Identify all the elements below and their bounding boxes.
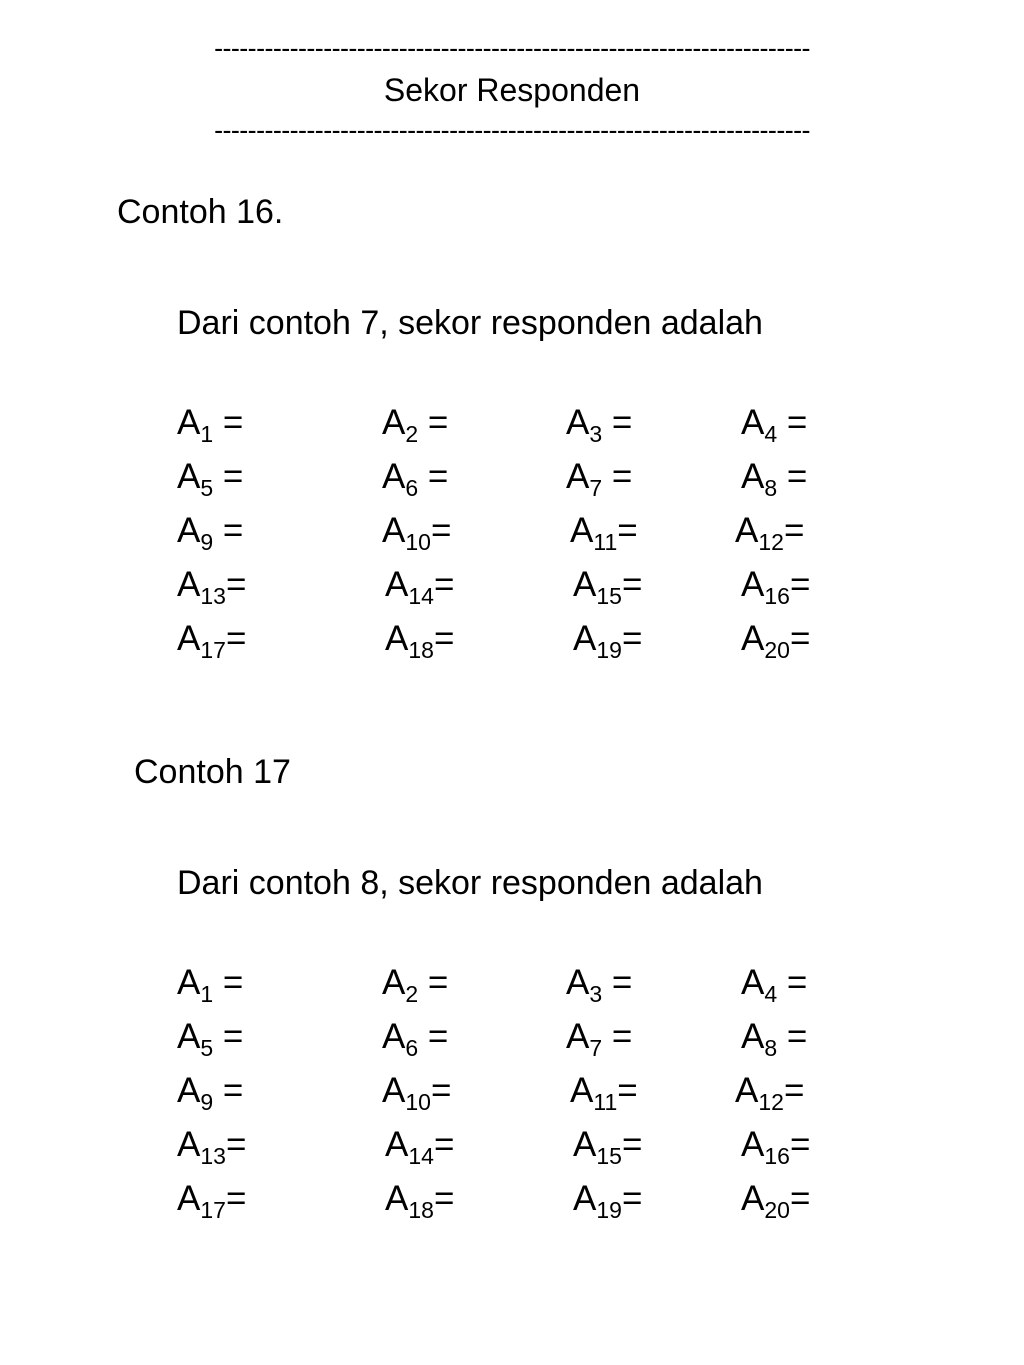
score-label: A [382, 963, 406, 1002]
score-cell [570, 1071, 638, 1115]
score-subscript: 4 [764, 981, 778, 1007]
score-label: A [741, 403, 765, 442]
score-cell [573, 1179, 643, 1223]
score-equals: = [225, 1179, 247, 1218]
score-subscript: 16 [764, 583, 790, 609]
score-label: A [382, 457, 406, 496]
score-cell [177, 963, 244, 1007]
score-equals: = [225, 565, 247, 604]
score-equals: = [418, 1017, 449, 1056]
score-subscript: 5 [200, 1035, 214, 1061]
score-label: A [385, 1125, 409, 1164]
score-equals: = [777, 963, 808, 1002]
score-subscript: 3 [589, 981, 603, 1007]
score-label: A [741, 565, 765, 604]
score-subscript: 12 [758, 1089, 784, 1115]
score-subscript: 12 [758, 529, 784, 555]
score-equals: = [789, 1125, 811, 1164]
score-subscript: 13 [200, 1143, 226, 1169]
score-subscript: 18 [408, 1197, 434, 1223]
score-label: A [177, 619, 201, 658]
score-equals: = [433, 1179, 455, 1218]
score-cell [573, 619, 643, 663]
score-cell [177, 1125, 247, 1169]
score-label: A [177, 1179, 201, 1218]
score-cell [566, 403, 633, 447]
score-subscript: 5 [200, 475, 214, 501]
score-cell [741, 403, 808, 447]
score-cell [177, 1017, 244, 1061]
score-label: A [385, 619, 409, 658]
score-subscript: 2 [405, 981, 419, 1007]
score-label: A [177, 457, 201, 496]
score-equals: = [433, 565, 455, 604]
score-cell [741, 963, 808, 1007]
score-subscript: 13 [200, 583, 226, 609]
score-label: A [573, 565, 597, 604]
score-equals: = [602, 457, 633, 496]
score-subscript: 8 [764, 475, 778, 501]
score-cell [385, 565, 455, 609]
score-cell [741, 1179, 811, 1223]
score-cell [382, 403, 449, 447]
score-subscript: 7 [589, 475, 603, 501]
score-label: A [570, 511, 594, 550]
score-subscript: 2 [405, 421, 419, 447]
section-intro: Dari contoh 8, sekor responden adalah [177, 864, 763, 902]
score-cell [570, 511, 638, 555]
score-equals: = [621, 1125, 643, 1164]
score-cell [741, 457, 808, 501]
score-equals: = [789, 565, 811, 604]
score-subscript: 11 [593, 529, 618, 555]
score-label: A [382, 511, 406, 550]
score-cell [177, 565, 247, 609]
score-equals: = [783, 511, 805, 550]
score-cell [573, 1125, 643, 1169]
score-label: A [566, 963, 590, 1002]
score-label: A [566, 403, 590, 442]
score-equals: = [602, 403, 633, 442]
score-subscript: 17 [200, 637, 226, 663]
score-equals: = [783, 1071, 805, 1110]
score-label: A [741, 963, 765, 1002]
score-subscript: 11 [593, 1089, 618, 1115]
score-equals: = [418, 457, 449, 496]
score-subscript: 1 [200, 421, 214, 447]
score-cell [573, 565, 643, 609]
score-equals: = [213, 963, 244, 1002]
score-label: A [177, 1017, 201, 1056]
score-equals: = [225, 619, 247, 658]
score-subscript: 14 [408, 1143, 434, 1169]
score-label: A [385, 565, 409, 604]
score-equals: = [213, 511, 244, 550]
score-label: A [177, 1125, 201, 1164]
score-equals: = [433, 1125, 455, 1164]
score-subscript: 10 [405, 1089, 431, 1115]
score-subscript: 8 [764, 1035, 778, 1061]
score-equals: = [225, 1125, 247, 1164]
section-intro: Dari contoh 7, sekor responden adalah [177, 304, 763, 342]
score-subscript: 7 [589, 1035, 603, 1061]
score-subscript: 15 [596, 1143, 622, 1169]
header-title: Sekor Responden [383, 72, 641, 108]
score-subscript: 9 [200, 1089, 214, 1115]
score-cell [741, 1017, 808, 1061]
score-subscript: 16 [764, 1143, 790, 1169]
score-equals: = [213, 1017, 244, 1056]
score-cell [566, 457, 633, 501]
score-label: A [741, 1125, 765, 1164]
score-cell [177, 403, 244, 447]
score-subscript: 20 [764, 1197, 790, 1223]
section-heading: Contoh 16. [117, 193, 284, 231]
score-label: A [177, 1071, 201, 1110]
score-subscript: 19 [596, 637, 622, 663]
score-equals: = [789, 1179, 811, 1218]
score-equals: = [602, 1017, 633, 1056]
score-label: A [177, 511, 201, 550]
score-cell [735, 511, 805, 555]
score-cell [382, 457, 449, 501]
score-label: A [573, 1125, 597, 1164]
score-cell [177, 511, 244, 555]
score-equals: = [418, 403, 449, 442]
score-cell [382, 511, 452, 555]
score-cell [735, 1071, 805, 1115]
score-equals: = [777, 1017, 808, 1056]
score-subscript: 4 [764, 421, 778, 447]
score-label: A [735, 511, 759, 550]
score-label: A [177, 403, 201, 442]
score-equals: = [213, 457, 244, 496]
score-equals: = [213, 1071, 244, 1110]
score-equals: = [430, 1071, 452, 1110]
score-subscript: 9 [200, 529, 214, 555]
score-cell [177, 457, 244, 501]
score-subscript: 18 [408, 637, 434, 663]
score-cell [741, 1125, 811, 1169]
score-cell [741, 619, 811, 663]
score-label: A [177, 565, 201, 604]
score-equals: = [777, 403, 808, 442]
score-subscript: 10 [405, 529, 431, 555]
score-equals: = [621, 1179, 643, 1218]
score-cell [177, 1179, 247, 1223]
score-label: A [573, 619, 597, 658]
score-equals: = [789, 619, 811, 658]
score-cell [177, 1071, 244, 1115]
score-label: A [566, 457, 590, 496]
score-equals: = [777, 457, 808, 496]
score-cell [741, 565, 811, 609]
score-subscript: 20 [764, 637, 790, 663]
score-label: A [385, 1179, 409, 1218]
score-label: A [382, 1017, 406, 1056]
score-equals: = [430, 511, 452, 550]
score-cell [385, 619, 455, 663]
score-cell [385, 1179, 455, 1223]
score-label: A [741, 457, 765, 496]
score-equals: = [602, 963, 633, 1002]
score-label: A [573, 1179, 597, 1218]
score-subscript: 1 [200, 981, 214, 1007]
score-equals: = [418, 963, 449, 1002]
score-label: A [177, 963, 201, 1002]
score-equals: = [213, 403, 244, 442]
score-cell [566, 963, 633, 1007]
score-label: A [566, 1017, 590, 1056]
header-rule-top: ----------------------------------------------------------------------- [214, 33, 810, 63]
score-label: A [735, 1071, 759, 1110]
score-cell [382, 1071, 452, 1115]
score-subscript: 6 [405, 1035, 419, 1061]
section-heading: Contoh 17 [134, 753, 291, 791]
score-cell [177, 619, 247, 663]
score-equals: = [621, 619, 643, 658]
score-equals: = [433, 619, 455, 658]
score-label: A [741, 1179, 765, 1218]
score-subscript: 17 [200, 1197, 226, 1223]
score-cell [385, 1125, 455, 1169]
score-equals: = [621, 565, 643, 604]
score-label: A [741, 1017, 765, 1056]
score-subscript: 3 [589, 421, 603, 447]
header-rule-bottom: ----------------------------------------------------------------------- [214, 115, 810, 145]
score-label: A [570, 1071, 594, 1110]
score-label: A [741, 619, 765, 658]
score-subscript: 15 [596, 583, 622, 609]
score-cell [566, 1017, 633, 1061]
score-cell [382, 963, 449, 1007]
score-subscript: 19 [596, 1197, 622, 1223]
score-subscript: 14 [408, 583, 434, 609]
score-equals: = [617, 1071, 638, 1110]
score-label: A [382, 403, 406, 442]
score-cell [382, 1017, 449, 1061]
score-equals: = [617, 511, 638, 550]
score-subscript: 6 [405, 475, 419, 501]
score-label: A [382, 1071, 406, 1110]
